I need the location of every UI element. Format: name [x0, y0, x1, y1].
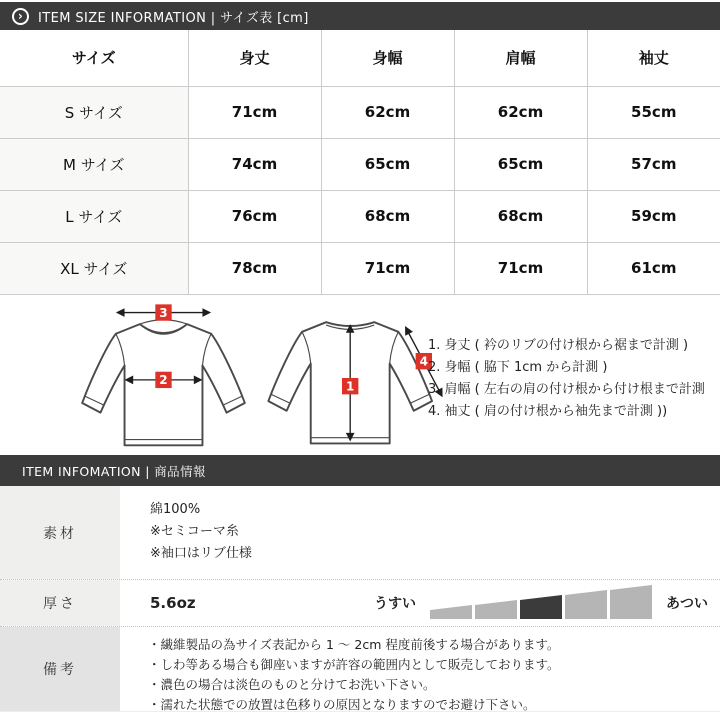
legend-line-body-length: 1. 身丈 ( 衿のリブの付け根から裾まで計測 ): [428, 338, 689, 353]
marker-sleeve-length: 4: [419, 354, 429, 369]
size-row-label: M サイズ: [0, 138, 188, 190]
marker-body-length: 1: [346, 379, 355, 394]
legend-line-shoulder-width: 3. 肩幅 ( 左右の肩の付け根から付け根まで計測: [428, 382, 705, 397]
measurement-diagram: [0, 295, 720, 455]
thickness-row: [0, 580, 720, 627]
size-table-row-m: [0, 138, 720, 190]
size-value: 65cm: [454, 138, 587, 190]
notes-label: 備考: [0, 627, 120, 711]
notes-row: [0, 627, 720, 711]
marker-body-width: 2: [159, 373, 168, 388]
thickness-value: 5.6oz: [150, 594, 196, 612]
thickness-scale: [374, 585, 708, 621]
size-table-row-l: [0, 190, 720, 242]
legend-line-sleeve-length: 4. 袖丈 ( 肩の付け根から袖先まで計測 )): [428, 404, 668, 419]
scale-thick-label: あつい: [666, 596, 708, 612]
size-value: 71cm: [321, 242, 454, 294]
notes-line: ・しわ等ある場合も御座いますが許容の範囲内として販売しております。: [148, 657, 560, 672]
col-header-body-length: 身丈: [188, 30, 321, 86]
size-value: 78cm: [188, 242, 321, 294]
info-table: [0, 486, 720, 712]
size-value: 68cm: [321, 190, 454, 242]
measurement-legend: [428, 335, 705, 423]
col-header-body-width: 身幅: [321, 30, 454, 86]
thickness-bar: [520, 595, 562, 619]
notes-line: ・繊維製品の為サイズ表記から 1 ～ 2cm 程度前後する場合があります。: [148, 637, 560, 652]
material-row: [0, 486, 720, 580]
col-header-sleeve-length: 袖丈: [587, 30, 720, 86]
material-label: 素材: [0, 486, 120, 579]
material-line: 綿100%: [150, 502, 201, 517]
material-line: ※袖口はリブ仕様: [150, 546, 252, 561]
size-row-label: L サイズ: [0, 190, 188, 242]
size-value: 62cm: [454, 86, 587, 138]
size-value: 57cm: [587, 138, 720, 190]
size-value: 62cm: [321, 86, 454, 138]
size-value: 74cm: [188, 138, 321, 190]
size-value: 55cm: [587, 86, 720, 138]
shirt-front-diagram: [66, 301, 261, 453]
marker-shoulder-width: 3: [159, 305, 168, 320]
thickness-bar: [430, 605, 472, 619]
thickness-bar: [475, 600, 517, 619]
size-value: 61cm: [587, 242, 720, 294]
size-row-label: S サイズ: [0, 86, 188, 138]
size-value: 71cm: [188, 86, 321, 138]
thickness-bars: [430, 585, 652, 619]
notes-line: ・濡れた状態での放置は色移りの原因となりますのでお避け下さい。: [148, 697, 536, 712]
info-section-header: [0, 455, 720, 486]
thickness-bar: [610, 585, 652, 619]
size-row-label: XL サイズ: [0, 242, 188, 294]
size-value: 76cm: [188, 190, 321, 242]
scale-thin-label: うすい: [374, 596, 416, 612]
size-value: 59cm: [587, 190, 720, 242]
size-table: [0, 30, 720, 295]
size-section-title: ITEM SIZE INFORMATION | サイズ表 [cm]: [38, 10, 309, 26]
size-value: 68cm: [454, 190, 587, 242]
col-header-shoulder-width: 肩幅: [454, 30, 587, 86]
chevron-right-circle-icon: ›: [12, 8, 29, 25]
size-table-header-row: [0, 30, 720, 86]
size-value: 71cm: [454, 242, 587, 294]
thickness-label: 厚さ: [0, 580, 120, 626]
col-header-size: サイズ: [0, 30, 188, 86]
size-value: 65cm: [321, 138, 454, 190]
size-table-row-xl: [0, 242, 720, 294]
size-section-header: [0, 2, 720, 30]
thickness-bar: [565, 590, 607, 619]
legend-line-body-width: 2. 身幅 ( 脇下 1cm から計測 ): [428, 360, 608, 375]
material-line: ※セミコーマ糸: [150, 524, 239, 539]
size-table-row-s: [0, 86, 720, 138]
notes-line: ・濃色の場合は淡色のものと分けてお洗い下さい。: [148, 677, 436, 692]
info-section-title: ITEM INFOMATION | 商品情報: [22, 463, 206, 479]
